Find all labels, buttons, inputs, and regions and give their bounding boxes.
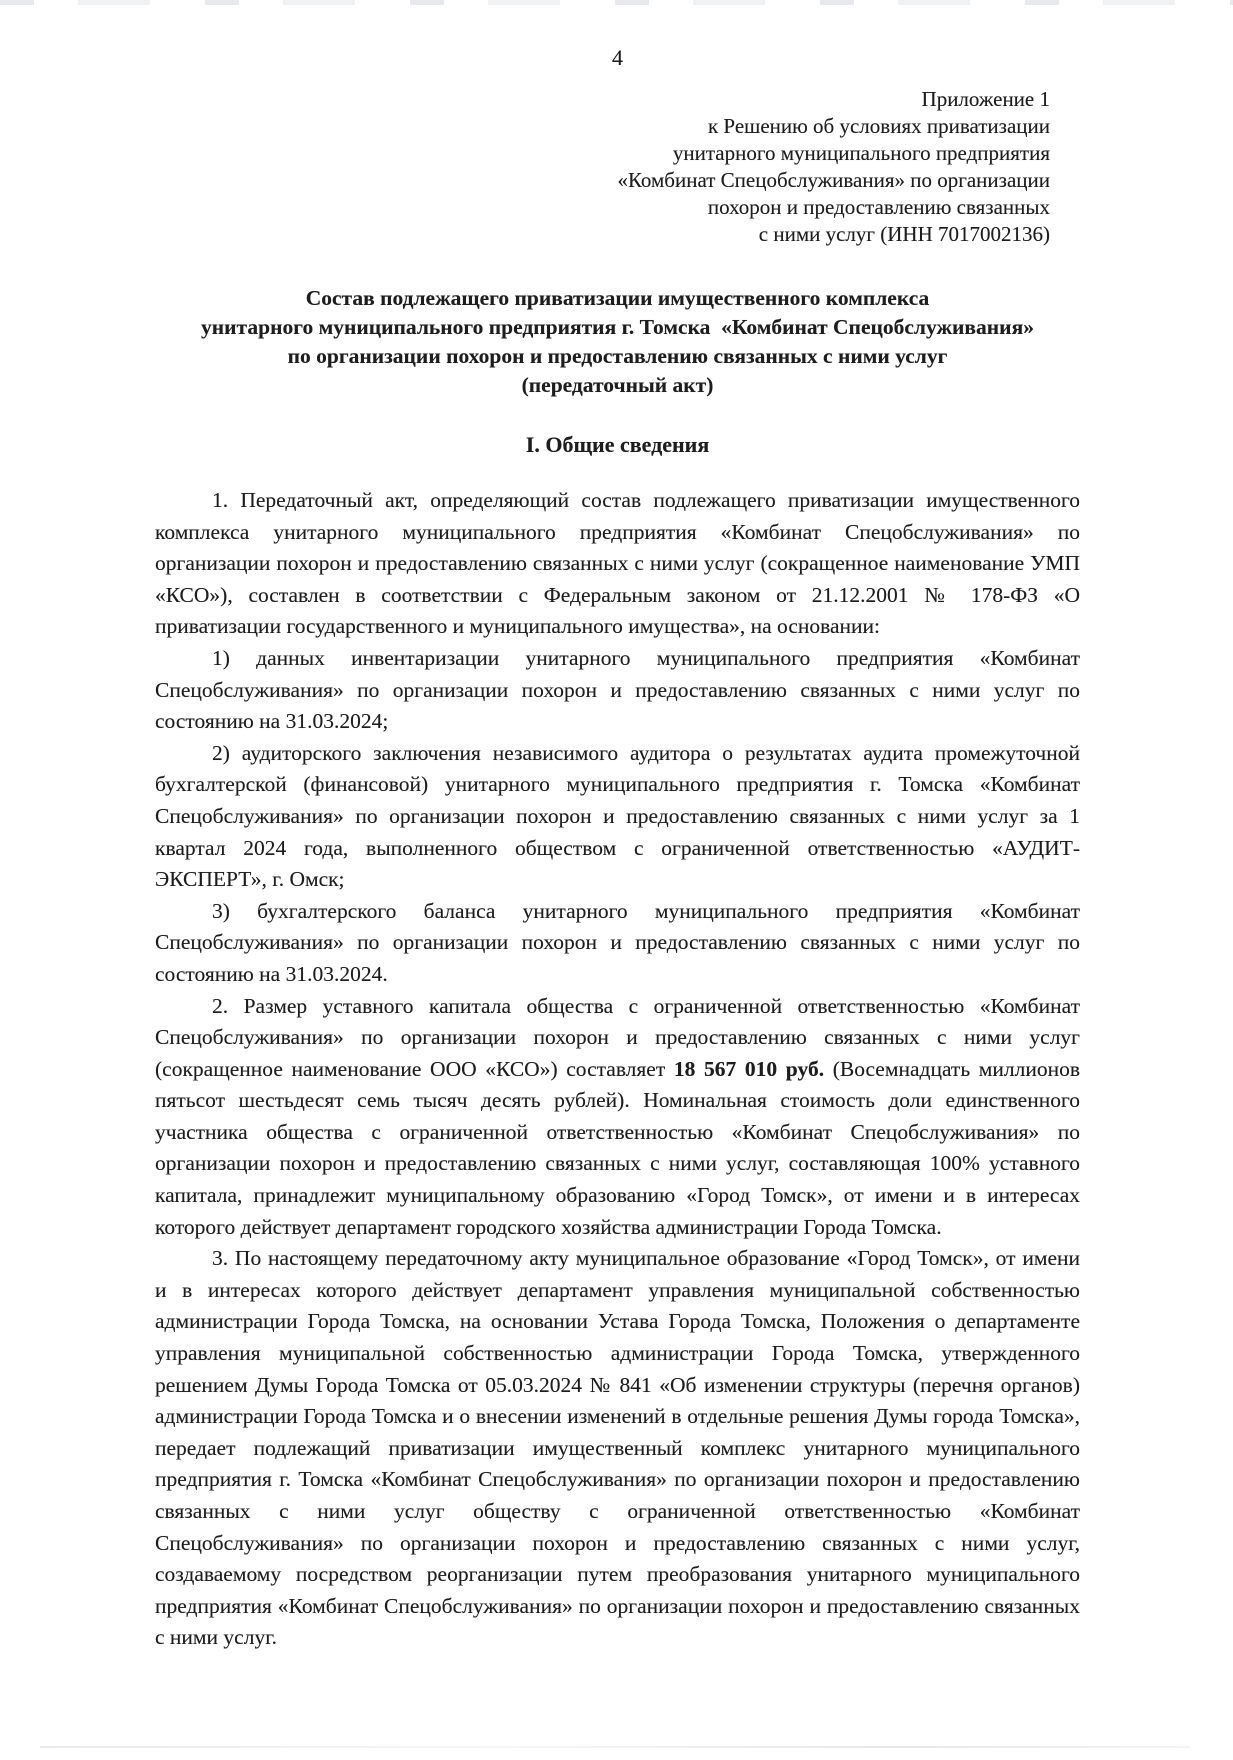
page-number: 4 (612, 45, 623, 70)
appendix-block (155, 86, 1050, 248)
scan-artifact-bottom (40, 1746, 1190, 1748)
section-heading: I. Общие сведения (525, 432, 710, 457)
list-item-3: 3) бухгалтерского баланса унитарного муниципального предприятия «Комбинат Спецобслуживания» по организации похорон и предоставлению связанных с ними услуг по состоянию на 31.03.2024. (155, 898, 1080, 986)
paragraph-2 (155, 991, 1080, 1244)
appendix-line: похорон и предоставлению связанных (707, 195, 1050, 219)
appendix-line: унитарного муниципального предприятия (672, 141, 1050, 165)
list-item-1: 1) данных инвентаризации унитарного муниципального предприятия «Комбинат Спецобслуживания» по организации похорон и предоставлению связанных с ними услуг по состоянию на 31.03.2024; (155, 645, 1080, 734)
paragraph-2-text-after: (Восемнадцать миллионов пятьсот шестьдесят семь тысяч десять рублей). Номинальная стоимость доли единственного участника общества с ограниченной ответственностью «Комбинат Спецобслуживания» по организации похорон и предоставлению связанных с ними услуг, составляющая 100% уставного капитала, принадлежит муниципальному образованию «Город Томск», от имени и в интересах которого действует департамент городского хозяйства администрации Города Томска. (155, 1056, 1081, 1239)
appendix-line: к Решению об условиях приватизации (707, 114, 1050, 138)
document-title (155, 284, 1080, 400)
document-title-line: (передаточный акт) (521, 373, 714, 397)
charter-capital-amount: 18 567 010 руб. (673, 1056, 825, 1081)
paragraph-1: 1. Передаточный акт, определяющий состав подлежащего приватизации имущественного комплекса унитарного муниципального предприятия «Комбинат Спецобслуживания» по организации похорон и предоставлению связанных с ними услуг (сокращенное наименование УМП «КСО»), составлен в соответствии с Федеральным законом от 21.12.2001 № 178-ФЗ «О приватизации государственного и муниципального имущества», на основании: (155, 488, 1080, 639)
document-title-line: унитарного муниципального предприятия г. Томска «Комбинат Спецобслуживания» (201, 315, 1034, 339)
paragraph-3: 3. По настоящему передаточному акту муниципальное образование «Город Томск», от имени и в интересах которого действует департамент управления муниципальной собственностью администрации Города Томска, на основании Устава Города Томска, Положения о департаменте управления муниципальной собственностью администрации Города Томска, утвержденного решением Думы Города Томска от 05.03.2024 № 841 «Об изменении структуры (перечня органов) администрации Города Томска и о внесении изменений в отдельные решения Думы города Томска», передает подлежащий приватизации имущественный комплекс унитарного муниципального предприятия г. Томска «Комбинат Спецобслуживания» по организации похорон и предоставлению связанных с ними услуг обществу с ограниченной ответственностью «Комбинат Спецобслуживания» по организации похорон и предоставлению связанных с ними услуг, создаваемому посредством реорганизации путем преобразования унитарного муниципального предприятия «Комбинат Спецобслуживания» по организации похорон и предоставлению связанных с ними услуг. (155, 1246, 1080, 1650)
scan-artifact-top (0, 0, 1233, 5)
appendix-line: «Комбинат Спецобслуживания» по организации (617, 168, 1050, 192)
list-item-2: 2) аудиторского заключения независимого аудитора о результатах аудита промежуточной бухгалтерской (финансовой) унитарного муниципального предприятия г. Томска «Комбинат Спецобслуживания» по организации похорон и предоставлению связанных с ними услуг за 1 квартал 2024 года, выполненного обществом с ограниченной ответственностью «АУДИТ-ЭКСПЕРТ», г. Омск; (155, 740, 1080, 892)
document-title-line: по организации похорон и предоставлению связанных с ними услуг (287, 344, 948, 368)
appendix-line: Приложение 1 (921, 87, 1050, 111)
appendix-line: с ними услуг (ИНН 7017002136) (758, 222, 1050, 246)
paragraph-2-text-before: 2. Размер уставного капитала общества с ограниченной ответственностью «Комбинат Спецобслуживания» по организации похорон и предоставлению связанных с ними услуг (сокращенное наименование ООО «КСО») составляет (155, 993, 1080, 1081)
document-title-line: Состав подлежащего приватизации имущественного комплекса (305, 286, 930, 310)
